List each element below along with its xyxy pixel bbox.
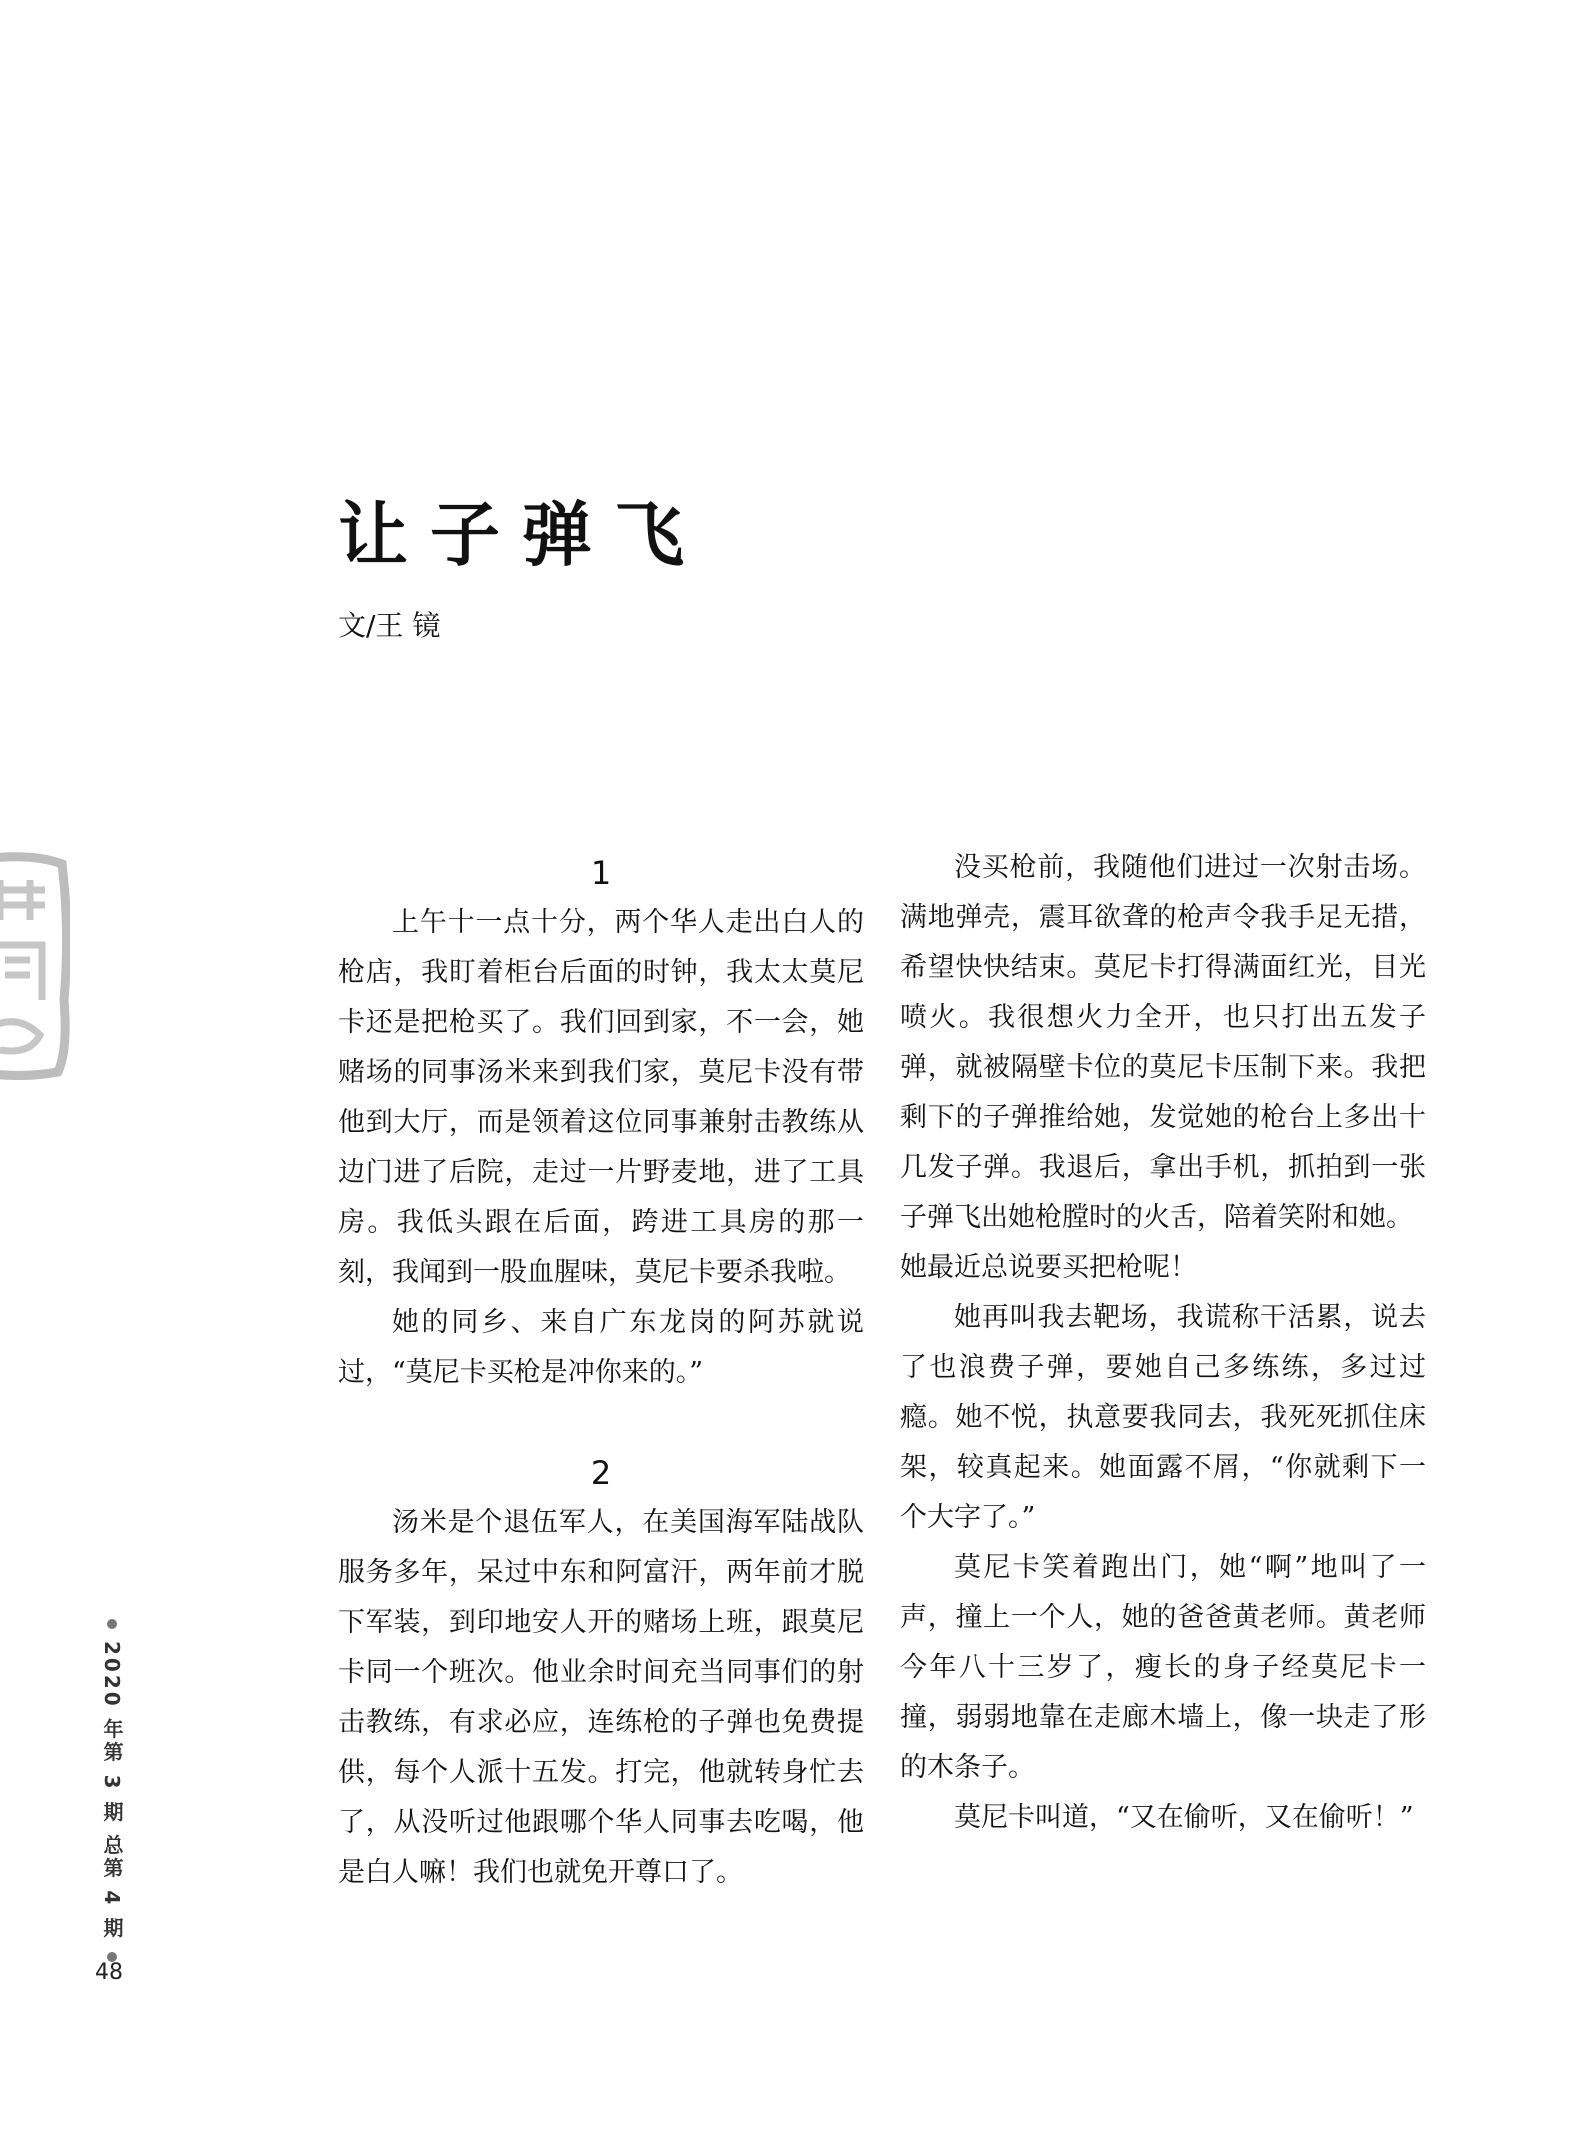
paragraph: 上午十一点十分，两个华人走出白人的枪店，我盯着柜台后面的时钟，我太太莫尼卡还是把枪买了。我们回到家，不一会，她赌场的同事汤米来到我们家，莫尼卡没有带他到大厅，而是领着这位同事兼射击教练从边门进了后院，走过一片野麦地，进了工具房。我低头跟在后面，跨进工具房的那一刻，我闻到一股血腥味，莫尼卡要杀我啦。 (338, 907, 864, 1288)
issue-label: 2020 年第 3 期 总第 4 期 (100, 1641, 124, 1941)
section-number-1: 1 (590, 854, 612, 892)
byline: 文/王 镜 (338, 609, 441, 642)
paragraph: 没买枪前，我随他们进过一次射击场。满地弹壳，震耳欲聋的枪声令我手足无措，希望快快结束。莫尼卡打得满面红光，目光喷火。我很想火力全开，也只打出五发子弹，就被隔壁卡位的莫尼卡压制下来。我把剩下的子弹推给她，发觉她的枪台上多出十几发子弹。我退后，拿出手机，抓拍到一张子弹飞出她枪膛时的火舌，陪着笑附和她。 (900, 852, 1426, 1233)
section-number-2: 2 (590, 1454, 612, 1492)
article-title: 让子弹飞 (338, 493, 706, 576)
paragraph: 她的同乡、来自广东龙岗的阿苏就说过，“莫尼卡买枪是冲你来的。” (338, 1307, 864, 1388)
paragraph: 莫尼卡笑着跑出门，她“啊”地叫了一声，撞上一个人，她的爸爸黄老师。黄老师今年八十三岁了，瘦长的身子经莫尼卡一撞，弱弱地靠在走廊木墙上，像一块走了形的木条子。 (900, 1552, 1426, 1783)
paragraph: 汤米是个退伍军人，在美国海军陆战队服务多年，呆过中东和阿富汗，两年前才脱下军装，到印地安人开的赌场上班，跟莫尼卡同一个班次。他业余时间充当同事们的射击教练，有求必应，连练枪的子弹也免费提供，每个人派十五发。打完，他就转身忙去了，从没听过他跟哪个华人同事去吃喝，他是白人嘛！我们也就免开尊口了。 (338, 1507, 864, 1888)
section-spacer (338, 1398, 864, 1448)
left-column (338, 848, 864, 1898)
page-number: 48 (95, 1960, 123, 1985)
paragraph-continuation: 她最近总说要买把枪呢！ (900, 1252, 1197, 1283)
right-column (900, 843, 1426, 1843)
paragraph: 莫尼卡叫道，“又在偷听，又在偷听！” (954, 1802, 1414, 1833)
paragraph: 她再叫我去靶场，我谎称干活累，说去了也浪费子弹，要她自己多练练，多过过瘾。她不悦，执意要我同去，我死死抓住床架，较真起来。她面露不屑，“你就剩下一个大字了。” (900, 1302, 1426, 1533)
seal-stamp-icon (0, 850, 70, 1080)
issue-sidebar (97, 1615, 127, 1966)
bullet-dot-icon (107, 1619, 117, 1629)
